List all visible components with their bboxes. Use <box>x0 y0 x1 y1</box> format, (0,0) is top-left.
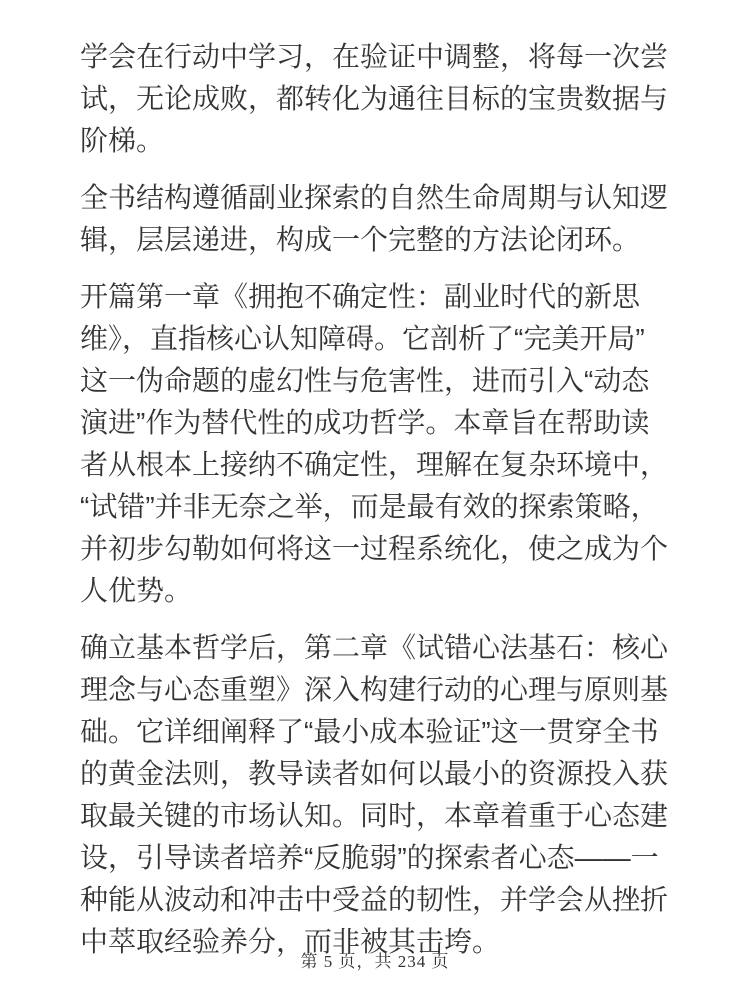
paragraph: 确立基本哲学后，第二章《试错心法基石：核心理念与心态重塑》深入构建行动的心理与原则基础。它详细阐释了“最小成本验证”这一贯穿全书的黄金法则，教导读者如何以最小的资源投入获取最关键的市场认知。同时，本章着重于心态建设，引导读者培养“反脆弱”的探索者心态——一种能从波动和冲击中受益的韧性，并学会从挫折中萃取经验养分，而非被其击垮。 <box>80 632 669 957</box>
document-body <box>80 36 672 978</box>
paragraph: 开篇第一章《拥抱不确定性：副业时代的新思维》，直指核心认知障碍。它剖析了“完美开局”这一伪命题的虚幻性与危害性，进而引入“动态演进”作为替代性的成功哲学。本章旨在帮助读者从根本上接纳不确定性，理解在复杂环境中，“试错”并非无奈之举，而是最有效的探索策略，并初步勾勒如何将这一过程系统化，使之成为个人优势。 <box>80 281 669 606</box>
paragraph: 学会在行动中学习，在验证中调整，将每一次尝试，无论成败，都转化为通往目标的宝贵数据与阶梯。 <box>80 41 669 156</box>
page-number-footer: 第 5 页，共 234 页 <box>300 952 450 971</box>
paragraph: 全书结构遵循副业探索的自然生命周期与认知逻辑，层层递进，构成一个完整的方法论闭环。 <box>80 182 669 255</box>
